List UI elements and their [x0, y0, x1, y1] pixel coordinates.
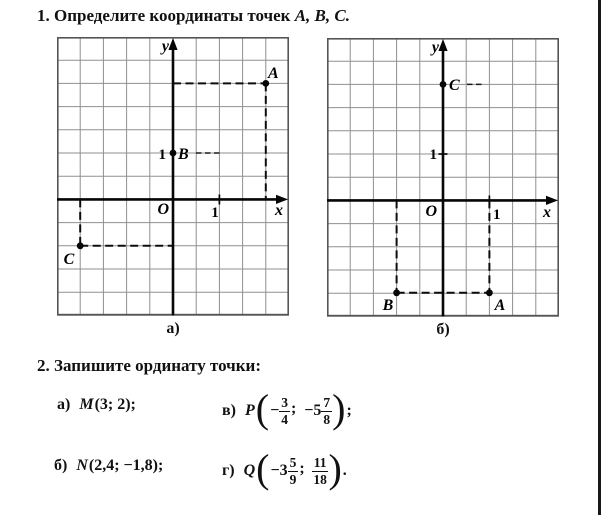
- point-C: [77, 242, 84, 249]
- item-a-label: а): [57, 396, 71, 413]
- grid-b-svg: [327, 38, 559, 317]
- coordinate-grid-b: [327, 38, 559, 322]
- point-A: [486, 289, 493, 296]
- task2-header: [37, 356, 261, 376]
- label-A: A: [494, 297, 506, 314]
- task2-item-a: [57, 396, 136, 414]
- label-1: 1: [211, 205, 219, 221]
- task1-header: [37, 6, 350, 26]
- point-C: [440, 81, 447, 88]
- task1-points-seq: A, B, C.: [294, 6, 350, 25]
- point-name: M: [79, 396, 94, 413]
- separator: ;: [299, 460, 305, 477]
- label-B: B: [382, 297, 394, 314]
- label-x: x: [275, 202, 283, 219]
- task1-title: Определите координаты точек: [54, 6, 291, 25]
- task2-number: 2.: [37, 356, 50, 375]
- minus-sign: −: [270, 402, 280, 419]
- item-v-label: в): [222, 402, 236, 419]
- point-name: P: [244, 402, 255, 419]
- item-b-label: б): [54, 457, 68, 474]
- fraction: $\frac{7}{8}$: [323, 394, 331, 427]
- coordinate-grid-a: [57, 37, 289, 321]
- fraction: $\frac{11}{18}$: [313, 454, 327, 487]
- item-b-args: (2,4; −1,8);: [88, 457, 164, 474]
- label-B: B: [178, 146, 189, 163]
- point-name: N: [76, 457, 88, 474]
- task1-number: 1.: [37, 6, 50, 25]
- label-A: A: [268, 65, 279, 82]
- label-y: y: [431, 39, 439, 56]
- point-name: Q: [243, 462, 256, 479]
- task2-item-b: [54, 457, 163, 475]
- label-y: y: [161, 38, 169, 55]
- figure-b-caption: б): [436, 321, 450, 338]
- item-a-args: (3; 2);: [94, 396, 136, 413]
- fraction: $\frac{3}{4}$: [281, 394, 288, 427]
- task2-item-g: г) Q ( −3 $\frac{5}{9}$ ; $\frac{11}{18}$ ) .: [222, 446, 347, 491]
- point-B: [393, 289, 400, 296]
- label-C: C: [449, 77, 460, 94]
- label-1: 1: [429, 147, 437, 163]
- fraction: $\frac{5}{9}$: [289, 454, 297, 487]
- label-1: 1: [158, 147, 166, 163]
- task2-title: Запишите ординату точки:: [54, 356, 262, 375]
- whole-number: −3: [270, 462, 288, 479]
- whole-number: −5: [304, 402, 322, 419]
- separator: ;: [290, 400, 297, 417]
- grid-a-svg: [57, 37, 289, 316]
- task2-item-v: в) P ( − $\frac{3}{4}$ ; −5 $\frac{7}{8}$ ) ;: [222, 386, 352, 431]
- y-axis-arrow: [168, 38, 177, 50]
- figure-a-caption: а): [166, 320, 180, 337]
- point-B: [170, 150, 177, 157]
- label-1: 1: [493, 207, 501, 223]
- item-v-tail: ;: [346, 402, 352, 419]
- item-g-label: г): [222, 462, 235, 479]
- item-g-tail: .: [342, 462, 347, 479]
- label-O: O: [425, 203, 437, 220]
- label-O: O: [157, 201, 169, 218]
- label-x: x: [543, 204, 551, 221]
- label-C: C: [63, 251, 75, 268]
- y-axis-arrow: [438, 39, 447, 51]
